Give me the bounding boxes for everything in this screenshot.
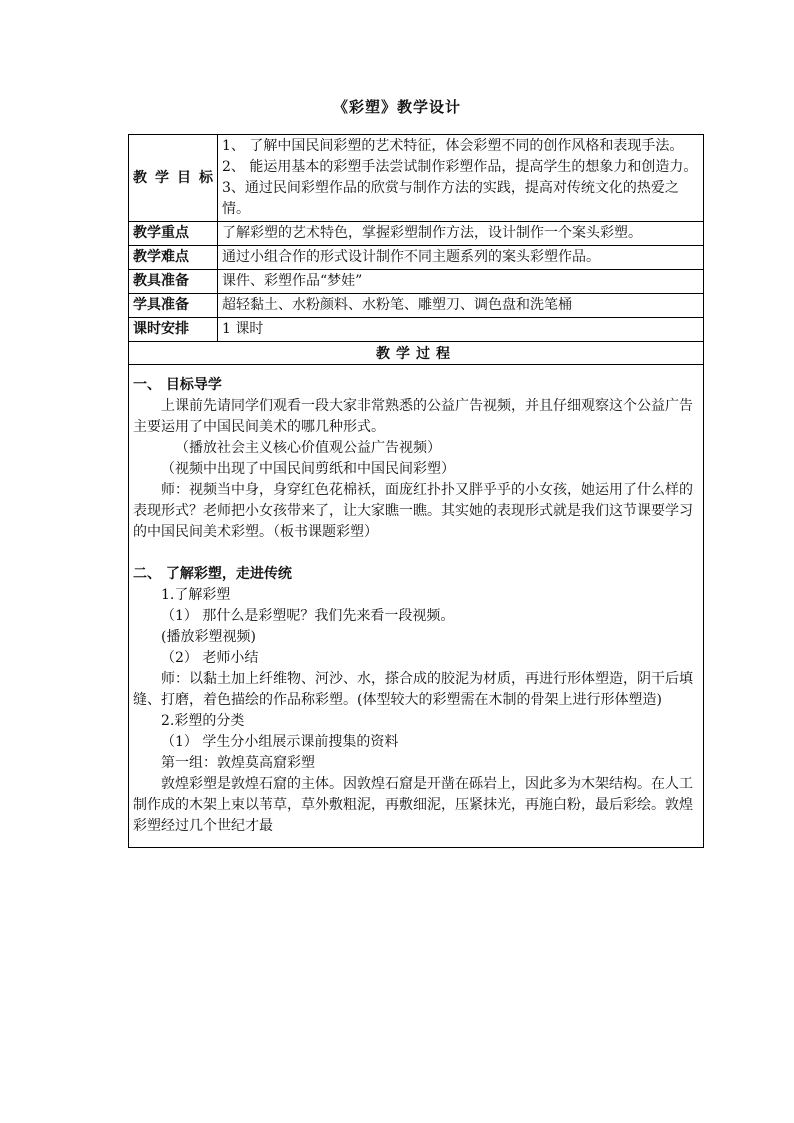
section-title: 二、 了解彩塑，走进传统 [133, 566, 292, 582]
paragraph: 敦煌彩塑是敦煌石窟的主体。因敦煌石窟是开凿在砾岩上，因此多为木架结构。在人工制作成的木架上束以苇草，草外敷粗泥，再敷细泥，压紧抹光，再施白粉，最后彩绘。敦煌彩塑经过几个世纪才最 [133, 776, 693, 834]
paragraph: （2） 老师小结 [161, 650, 259, 666]
value-student-tools: 超轻黏土、水粉颜料、水粉笔、雕塑刀、调色盘和洗笔桶 [218, 294, 704, 318]
row-duration [129, 318, 704, 342]
section-title: 一、 目标导学 [133, 377, 222, 393]
paragraph: 师：视频当中身，身穿红色花棉袄，面庞红扑扑又胖乎乎的小女孩，她运用了什么样的表现形式？老师把小女孩带来了，让大家瞧一瞧。其实她的表现形式就是我们这节课要学习的中国民间美术彩塑。（板书课题彩塑） [133, 482, 693, 540]
label-key-points: 教学重点 [129, 222, 218, 246]
paragraph: （1） 那什么是彩塑呢？我们先来看一段视频。 [161, 608, 455, 624]
paragraph: （1） 学生分小组展示课前搜集的资料 [161, 734, 399, 750]
goal-item: 3、通过民间彩塑作品的欣赏与制作方法的实践，提高对传统文化的热爱之情。 [222, 180, 679, 217]
value-difficulties: 通过小组合作的形式设计制作不同主题系列的案头彩塑作品。 [218, 246, 704, 270]
row-process-heading [129, 342, 704, 365]
spacer [133, 543, 699, 564]
page-title: 《彩塑》教学设计 [332, 98, 461, 116]
label-difficulties: 教学难点 [129, 246, 218, 270]
label-duration: 课时安排 [129, 318, 218, 342]
row-difficulties [129, 246, 704, 270]
value-key-points: 了解彩塑的艺术特色，掌握彩塑制作方法，设计制作一个案头彩塑。 [218, 222, 704, 246]
lesson-plan [128, 134, 704, 848]
row-teaching-goals [129, 135, 704, 222]
paragraph: （播放社会主义核心价值观公益广告视频） [175, 440, 441, 456]
value-duration: 1 课时 [218, 318, 704, 342]
paragraph: 师：以黏土加上纤维物、河沙、水，搽合成的胶泥为材质，再进行形体塑造，阴干后填缝、打磨，着色描绘的作品称彩塑。(体型较大的彩塑需在木制的骨架上进行形体塑造) [133, 671, 693, 708]
row-key-points [129, 222, 704, 246]
row-teacher-tools [129, 270, 704, 294]
row-process-body [129, 365, 704, 848]
paragraph: 第一组：敦煌莫高窟彩塑 [161, 755, 315, 771]
goal-item: 1、 了解中国民间彩塑的艺术特征，体会彩塑不同的创作风格和表现手法。 [222, 138, 684, 154]
lesson-plan-table [128, 134, 704, 848]
paragraph: 上课前先请同学们观看一段大家非常熟悉的公益广告视频，并且仔细观察这个公益广告主要运用了中国民间美术的哪几种形式。 [133, 398, 693, 435]
goal-item: 2、 能运用基本的彩塑手法尝试制作彩塑作品，提高学生的想象力和创造力。 [222, 159, 698, 175]
label-student-tools: 学具准备 [129, 294, 218, 318]
label-teacher-tools: 教具准备 [129, 270, 218, 294]
label-teaching-goals: 教学目标 [129, 135, 218, 222]
value-teaching-goals [218, 135, 704, 222]
paragraph: (播放彩塑视频) [161, 629, 256, 645]
value-teacher-tools: 课件、彩塑作品“梦娃” [218, 270, 704, 294]
paragraph: （视频中出现了中国民间剪纸和中国民间彩塑） [161, 461, 455, 477]
subheading: 1.了解彩塑 [161, 587, 231, 603]
process-body [129, 365, 704, 848]
row-student-tools [129, 294, 704, 318]
subheading: 2.彩塑的分类 [161, 713, 245, 729]
process-heading: 教学过程 [129, 342, 704, 365]
